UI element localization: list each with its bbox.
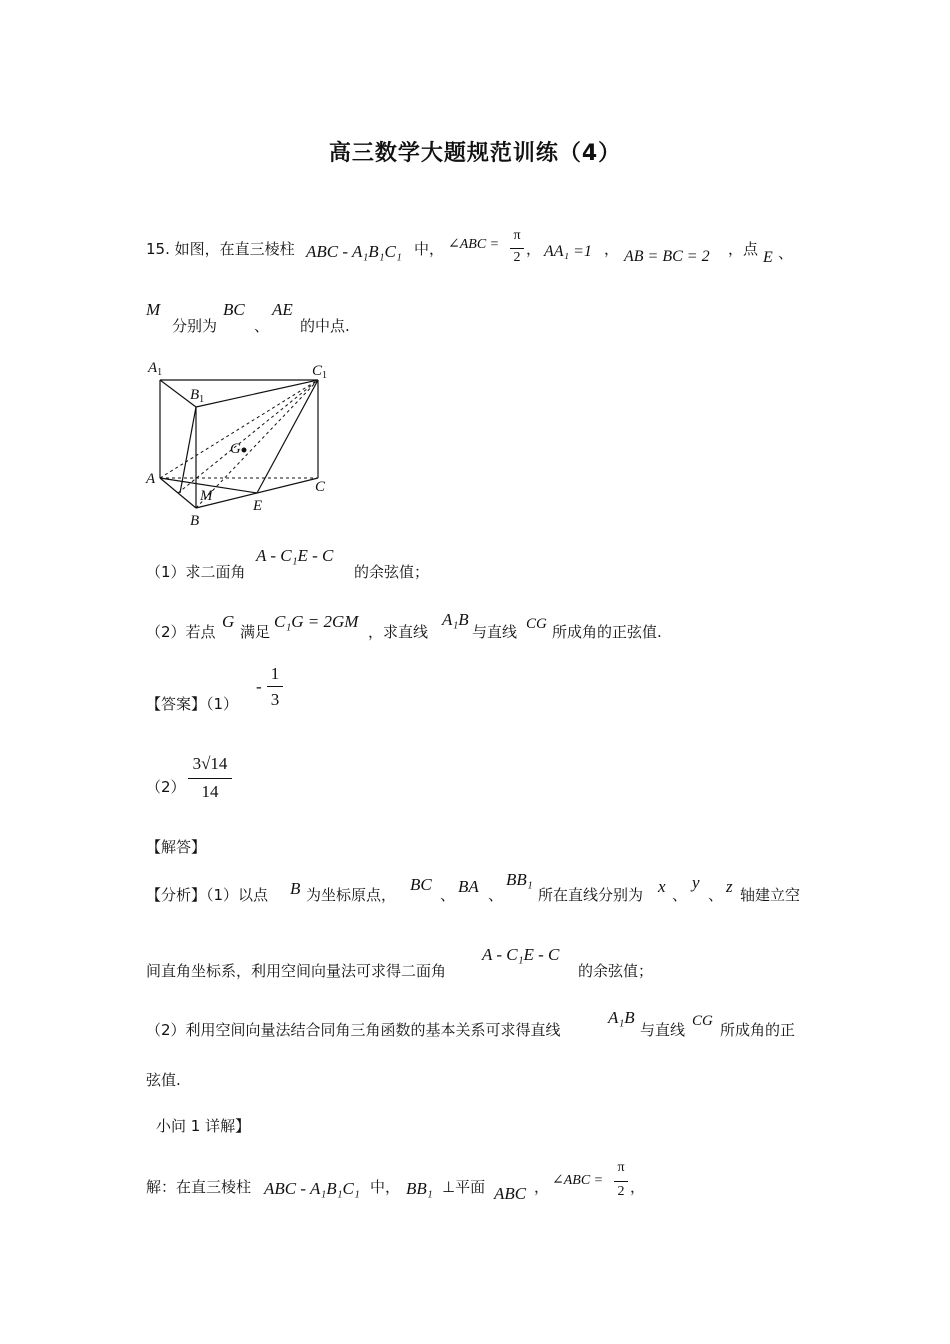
page-title: 高三数学大题规范训练（4）	[328, 141, 622, 166]
analysis-l2-a: 间直角坐标系，利用空间向量法可求得二面角	[146, 962, 447, 980]
fraction-bar	[510, 248, 524, 249]
solution-perp: ⊥平面	[442, 1178, 486, 1196]
answer-part2: （2）	[146, 778, 186, 796]
solution-angle-lhs: ∠ABC =	[552, 1173, 604, 1188]
detail-label: 小问 1 详解】	[156, 1117, 251, 1135]
analysis-label: 【分析】	[146, 886, 207, 904]
problem-number: 15.	[146, 240, 170, 258]
label-c1: $C_1$	[312, 363, 328, 381]
solution-angle-den: 2	[617, 1184, 625, 1199]
comma: ，	[526, 240, 542, 258]
q1-suffix: 的余弦值；	[354, 563, 430, 581]
label-a1: $A_1$	[148, 360, 163, 378]
answer-label-text: 【答案】	[146, 695, 207, 713]
analysis-dun-1: 、	[440, 886, 456, 904]
point-e: E	[763, 249, 773, 266]
solution-a: 解：在直三棱柱	[146, 1178, 252, 1196]
analysis-ba: BA	[458, 877, 479, 896]
analysis-line-1	[146, 884, 268, 905]
axis-x: x	[658, 877, 666, 896]
angle-abc-lhs: ∠ABC =	[448, 237, 500, 252]
dian-text: ，点	[728, 240, 759, 258]
answer1-numerator: 1	[270, 664, 280, 683]
analysis-l4: 弦值.	[146, 1071, 181, 1089]
analysis-dun-2: 、	[488, 886, 504, 904]
q1-dihedral-expr: A - C₁E - C	[256, 546, 334, 565]
answer1-denominator: 3	[270, 690, 280, 709]
analysis-dun-3: 、	[672, 886, 688, 904]
answer1-bar	[267, 686, 283, 687]
analysis-l2-expr: A - C₁E - C	[482, 945, 560, 964]
solution-angle-num: π	[617, 1160, 625, 1175]
solution-comma: ，	[534, 1178, 550, 1196]
q2-mid: ，求直线	[368, 623, 429, 641]
q1-prefix: （1）求二面角	[146, 563, 246, 581]
q2-suffix: 所成角的正弦值.	[552, 623, 662, 641]
q2-point-g: G	[222, 612, 235, 631]
answer2-numerator: 3√14	[192, 754, 228, 773]
analysis-bc: BC	[410, 875, 432, 894]
q2-condition: C₁G = 2GM	[274, 612, 359, 631]
zhong-text: 中，	[414, 240, 445, 258]
prism-figure	[140, 355, 340, 535]
dun-mark: 、	[778, 244, 794, 262]
q2-line-cg: CG	[526, 616, 547, 632]
axis-z: z	[726, 877, 733, 896]
segment-bc: BC	[223, 300, 245, 319]
problem-intro: 如图，在直三棱柱	[174, 240, 295, 258]
label-a: A	[146, 471, 156, 487]
analysis-bb1: BB₁	[506, 870, 533, 889]
ab-bc-eq: AB = BC = 2	[624, 248, 710, 265]
analysis-l3-cg: CG	[692, 1013, 713, 1029]
problem-line-1	[146, 238, 295, 259]
label-b: B	[190, 513, 200, 529]
analysis-l2-b: 的余弦值；	[578, 962, 654, 980]
label-m: M	[200, 488, 213, 504]
analysis-l1-c: 所在直线分别为	[538, 886, 644, 904]
analysis-l3-a: （2）利用空间向量法结合同角三角函数的基本关系可求得直线	[146, 1021, 561, 1039]
analysis-dun-4: 、	[708, 886, 724, 904]
answer-part1: （1）	[206, 695, 239, 713]
angle-denominator: 2	[513, 250, 521, 265]
prism-name: ABC - A₁B₁C₁	[306, 242, 402, 261]
answer2-bar	[188, 778, 232, 779]
solution-prism: ABC - A₁B₁C₁	[264, 1179, 360, 1198]
midpoint-text: 的中点.	[300, 317, 350, 335]
analysis-l1-d: 轴建立空	[740, 886, 801, 904]
aa1-eq: AA₁ =1	[544, 243, 592, 260]
solution-angle-bar	[614, 1181, 628, 1182]
answer1-sign: -	[256, 677, 262, 696]
label-b1: $B_1$	[190, 387, 205, 405]
analysis-l3-b: 所成角的正	[720, 1021, 796, 1039]
solution-end: ，	[630, 1178, 646, 1196]
solution-label: 【解答】	[146, 838, 207, 856]
dun-mark-2: 、	[254, 317, 270, 335]
q2-with: 与直线	[472, 623, 518, 641]
q2-line-a1b: A₁B	[442, 610, 469, 629]
analysis-l1-b: 为坐标原点，	[306, 886, 397, 904]
q2-satisfy: 满足	[240, 623, 271, 641]
label-e: E	[253, 498, 263, 514]
axis-y: y	[692, 873, 700, 892]
angle-numerator: π	[513, 228, 521, 243]
solution-plane: ABC	[494, 1184, 527, 1203]
fenbie-text: 分别为	[172, 317, 218, 335]
label-g: G	[230, 441, 241, 457]
solution-bb1: BB₁	[406, 1179, 433, 1198]
q2-prefix: （2）若点	[146, 623, 216, 641]
point-m: M	[146, 300, 161, 319]
solution-b: 中，	[370, 1178, 401, 1196]
answer-label	[146, 693, 238, 714]
analysis-point-b: B	[290, 879, 301, 898]
answer2-denominator: 14	[201, 782, 219, 801]
analysis-l1-a: （1）以点	[206, 886, 269, 904]
analysis-l3-with: 与直线	[640, 1021, 686, 1039]
segment-ae: AE	[272, 300, 293, 319]
comma-2: ，	[604, 240, 620, 258]
analysis-l3-a1b: A₁B	[608, 1008, 635, 1027]
label-c: C	[315, 479, 326, 495]
